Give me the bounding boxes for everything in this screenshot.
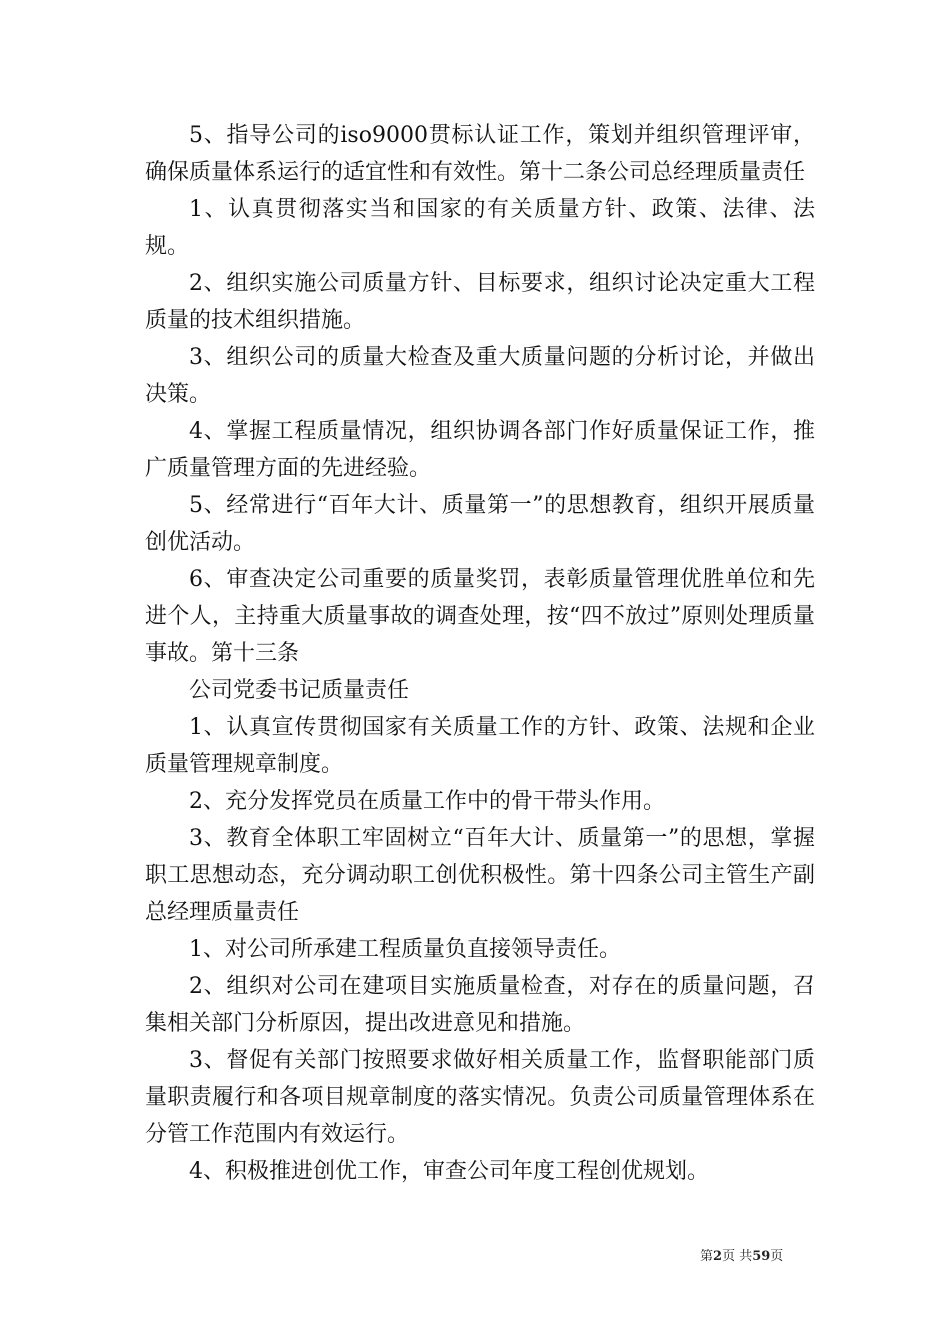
current-page-number: 2 <box>713 1249 723 1264</box>
paragraph: 2、组织实施公司质量方针、目标要求，组织讨论决定重大工程质量的技术组织措施。 <box>145 271 815 333</box>
paragraph: 5、指导公司的iso9000贯标认证工作，策划并组织管理评审，确保质量体系运行的适宜性和有效性。第十二条公司总经理质量责任 <box>145 123 815 185</box>
total-pages-number: 59 <box>752 1249 771 1264</box>
paragraph: 4、积极推进创优工作，审查公司年度工程创优规划。 <box>189 1159 709 1184</box>
paragraph: 2、充分发挥党员在质量工作中的骨干带头作用。 <box>189 789 665 814</box>
footer-suffix: 页 <box>770 1249 784 1264</box>
paragraph: 5、经常进行“百年大计、质量第一”的思想教育，组织开展质量创优活动。 <box>145 493 815 555</box>
paragraph: 1、认真宣传贯彻国家有关质量工作的方针、政策、法规和企业质量管理规章制度。 <box>145 715 815 777</box>
document-body <box>145 117 815 1190</box>
paragraph: 4、掌握工程质量情况，组织协调各部门作好质量保证工作，推广质量管理方面的先进经验。 <box>145 419 815 481</box>
footer-middle: 页 共 <box>722 1249 753 1264</box>
section-heading: 公司党委书记质量责任 <box>189 678 410 703</box>
paragraph: 3、组织公司的质量大检查及重大质量问题的分析讨论，并做出决策。 <box>145 345 815 407</box>
paragraph: 1、认真贯彻落实当和国家的有关质量方针、政策、法律、法规。 <box>145 197 815 259</box>
page-number-footer <box>700 1245 783 1264</box>
paragraph: 3、督促有关部门按照要求做好相关质量工作，监督职能部门质量职责履行和各项目规章制度的落实情况。负责公司质量管理体系在分管工作范围内有效运行。 <box>145 1048 815 1147</box>
paragraph: 6、审查决定公司重要的质量奖罚，表彰质量管理优胜单位和先进个人，主持重大质量事故的调查处理，按“四不放过”原则处理质量事故。第十三条 <box>145 567 815 666</box>
footer-prefix: 第 <box>700 1249 714 1264</box>
paragraph: 1、对公司所承建工程质量负直接领导责任。 <box>189 937 621 962</box>
paragraph: 3、教育全体职工牢固树立“百年大计、质量第一”的思想，掌握职工思想动态，充分调动职工创优积极性。第十四条公司主管生产副总经理质量责任 <box>145 826 815 925</box>
paragraph: 2、组织对公司在建项目实施质量检查，对存在的质量问题，召集相关部门分析原因，提出改进意见和措施。 <box>145 974 815 1036</box>
